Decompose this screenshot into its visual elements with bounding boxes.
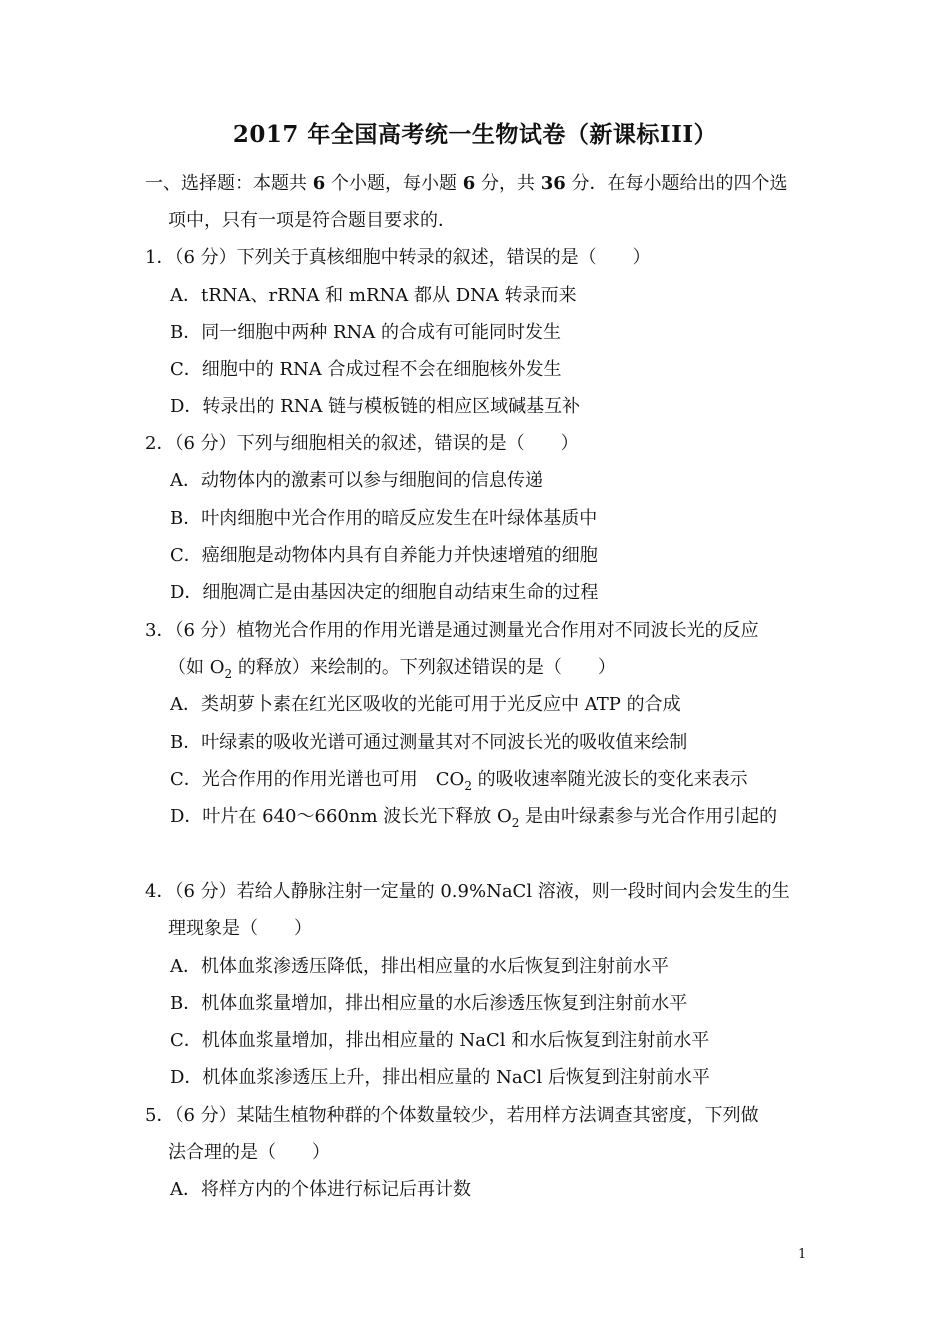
question-2-option-c: C．癌细胞是动物体内具有自养能力并快速增殖的细胞	[170, 545, 598, 566]
question-4-stem-line1: 4．（6 分）若给人静脉注射一定量的 0.9%NaCl 溶液，则一段时间内会发生的生	[145, 881, 790, 902]
question-1-stem: 1．（6 分）下列关于真核细胞中转录的叙述，错误的是（ ）	[145, 247, 651, 268]
question-4-stem-line2: 理现象是（ ）	[168, 918, 312, 939]
question-3-option-b: B．叶绿素的吸收光谱可通过测量其对不同波长光的吸收值来绘制	[170, 732, 688, 753]
question-5-option-a: A．将样方内的个体进行标记后再计数	[170, 1179, 471, 1200]
question-4-option-a: A．机体血浆渗透压降低，排出相应量的水后恢复到注射前水平	[170, 956, 669, 977]
question-2-option-a: A．动物体内的激素可以参与细胞间的信息传递	[170, 470, 543, 491]
question-2-option-b: B．叶肉细胞中光合作用的暗反应发生在叶绿体基质中	[170, 508, 598, 529]
question-4-option-d: D．机体血浆渗透压上升，排出相应量的 NaCl 后恢复到注射前水平	[170, 1067, 710, 1088]
question-3-option-d: D．叶片在 640～660nm 波长光下释放 $O_2$ 是由叶绿素参与光合作用引起的	[170, 806, 778, 830]
question-4-option-c: C．机体血浆量增加，排出相应量的 NaCl 和水后恢复到注射前水平	[170, 1030, 710, 1051]
question-1-option-b: B．同一细胞中两种 RNA 的合成有可能同时发生	[170, 322, 561, 343]
question-1-option-a: A．tRNA、rRNA 和 mRNA 都从 DNA 转录而来	[170, 285, 577, 306]
section-instruction-line1: 一、选择题：本题共 6 个小题，每小题 6 分，共 36 分．在每小题给出的四个选	[145, 173, 788, 194]
question-2-option-d: D．细胞凋亡是由基因决定的细胞自动结束生命的过程	[170, 582, 599, 603]
question-3-option-c: C．光合作用的作用光谱也可用 $CO_2$ 的吸收速率随光波长的变化来表示	[170, 769, 748, 793]
question-1-option-d: D．转录出的 RNA 链与模板链的相应区域碱基互补	[170, 396, 581, 417]
question-3-stem-line1: 3．（6 分）植物光合作用的作用光谱是通过测量光合作用对不同波长光的反应	[145, 620, 759, 641]
question-3-option-a: A．类胡萝卜素在红光区吸收的光能可用于光反应中 ATP 的合成	[170, 694, 681, 715]
question-2-stem: 2．（6 分）下列与细胞相关的叙述，错误的是（ ）	[145, 433, 579, 454]
question-3-stem-line2: （如 $O_2$ 的释放）来绘制的。下列叙述错误的是（ ）	[168, 657, 616, 681]
section-instruction-line2: 项中，只有一项是符合题目要求的．	[168, 210, 456, 231]
question-1-option-c: C．细胞中的 RNA 合成过程不会在细胞核外发生	[170, 359, 562, 380]
exam-title: 2017 年全国高考统一生物试卷（新课标III）	[232, 121, 718, 148]
question-5-stem-line2: 法合理的是（ ）	[168, 1142, 330, 1163]
question-4-option-b: B．机体血浆量增加，排出相应量的水后渗透压恢复到注射前水平	[170, 993, 688, 1014]
question-5-stem-line1: 5．（6 分）某陆生植物种群的个体数量较少，若用样方法调查其密度，下列做	[145, 1105, 759, 1126]
page-number: 1	[798, 1247, 807, 1262]
